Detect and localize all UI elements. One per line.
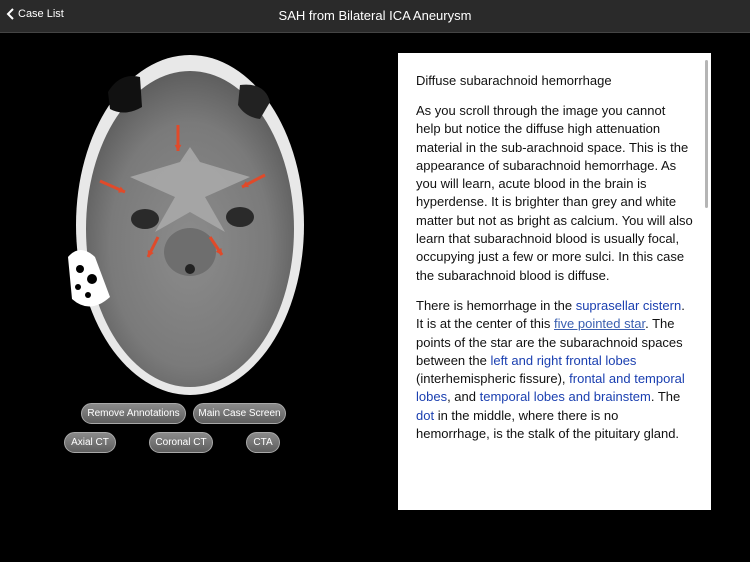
panel-heading: Diffuse subarachnoid hemorrhage bbox=[416, 73, 612, 88]
frontal-temporal-lobes-link[interactable]: frontal and temporal lobes bbox=[416, 371, 685, 405]
panel-scrollbar[interactable] bbox=[705, 60, 708, 208]
remove-annotations-button[interactable]: Remove Annotations bbox=[81, 403, 186, 424]
text: There is hemorrhage in the bbox=[416, 297, 576, 313]
temporal-horn-left bbox=[131, 209, 159, 229]
text: , and bbox=[447, 389, 480, 405]
air-cell bbox=[87, 274, 97, 284]
text: . It is at the center of this bbox=[416, 297, 685, 332]
axial-ct-button[interactable]: Axial CT bbox=[64, 432, 116, 453]
text: . The bbox=[650, 389, 681, 405]
air-cell bbox=[76, 265, 84, 273]
description-panel[interactable] bbox=[398, 53, 711, 510]
temporal-horn-right bbox=[226, 207, 254, 227]
back-label: Case List bbox=[18, 8, 64, 20]
navigation-bar bbox=[0, 0, 750, 33]
suprasellar-cistern-link[interactable]: suprasellar cistern bbox=[575, 297, 682, 313]
text: . The points of the star are the subarachnoid spaces between the bbox=[416, 316, 683, 368]
air-cell bbox=[85, 292, 91, 298]
text: in the middle, where there is no hemorrhage, is the stalk of the pituitary gland. bbox=[416, 407, 680, 442]
main-case-screen-button[interactable]: Main Case Screen bbox=[193, 403, 286, 424]
dot-link[interactable]: dot bbox=[416, 407, 435, 423]
temporal-brainstem-link[interactable]: temporal lobes and brainstem bbox=[479, 389, 651, 405]
page-title: SAH from Bilateral ICA Aneurysm bbox=[278, 8, 472, 23]
coronal-ct-button[interactable]: Coronal CT bbox=[149, 432, 213, 453]
panel-paragraph-1: As you scroll through the image you cannot help but notice the diffuse high attenuation material in the sub-arachnoid space. This is the appearance of subarachnoid hemorrhage. As you will learn, acute blood in the brain is hyperdense. It is brighter than grey and white matter but not as bright as calcium. You will also learn that subarachnoid blood is usually focal, occupying just a few or more sulci. In this case the subarachnoid blood is diffuse. bbox=[416, 103, 693, 283]
fourth-ventricle bbox=[185, 264, 195, 274]
frontal-sinus bbox=[108, 76, 142, 113]
text: (interhemispheric fissure), bbox=[416, 371, 570, 387]
cta-button[interactable]: CTA bbox=[246, 432, 280, 453]
air-cell bbox=[75, 284, 81, 290]
ct-scan-image[interactable] bbox=[50, 47, 330, 399]
five-pointed-star-link[interactable]: five pointed star bbox=[554, 316, 646, 332]
panel-paragraph-2 bbox=[416, 297, 693, 443]
frontal-lobes-link[interactable]: left and right frontal lobes bbox=[490, 352, 637, 368]
